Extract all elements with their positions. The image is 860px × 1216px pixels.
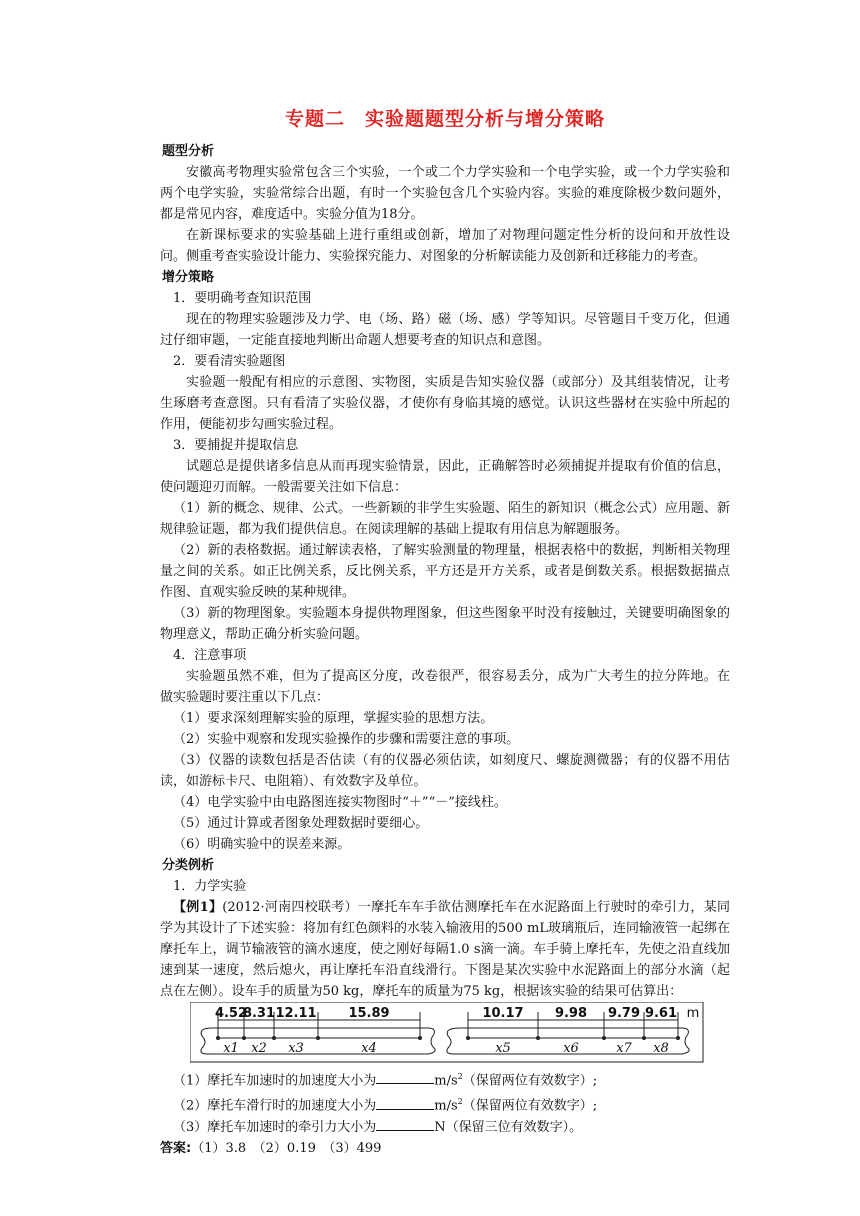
answer-line	[160, 1138, 730, 1159]
water-drop-diagram	[160, 1002, 730, 1066]
list-item: （3）新的物理图象。实验题本身提供物理图象，但这些图象平时没有接触过，关键要明确图象的物理意义，帮助正确分析实验问题。	[160, 606, 730, 642]
subheading: 1．力学实验	[173, 879, 247, 894]
paragraph: 试题总是提供诸多信息从而再现实验情景，因此，正确解答时必须捕捉并提取有价值的信息，使问题迎刃而解。一般需要关注如下信息：	[160, 459, 730, 495]
answer-blank	[376, 1070, 434, 1084]
list-item: （2）新的表格数据。通过解读表格，了解实验测量的物理量，根据表格中的数据，判断相关物理量之间的关系。如正比例关系，反比例关系，平方还是开方关系，或者是倒数关系。根据数据描点作图、直观实验反映的某种规律。	[160, 543, 730, 600]
section-heading-analysis: 题型分析	[162, 144, 215, 159]
section-heading-strategy: 增分策略	[162, 270, 215, 285]
list-item: （2）实验中观察和发现实验操作的步骤和需要注意的事项。	[173, 732, 520, 747]
example-paragraph	[160, 897, 730, 1002]
document-page	[160, 104, 730, 1159]
distance-label: 8.31	[242, 1006, 276, 1021]
list-item: （4）电学实验中由电路图连接实物图时“＋”“－”接线柱。	[173, 795, 507, 810]
list-item: （6）明确实验中的误差来源。	[173, 837, 351, 852]
answer-label: 答案:	[160, 1140, 192, 1156]
paragraph: 安徽高考物理实验常包含三个实验，一个或二个力学实验和一个电学实验，或一个力学实验和两个电学实验，实验常综合出题，有时一个实验包含几个实验内容。实验的难度除极少数问题外，都是常见内容，难度适中。实验分值为18分。	[160, 165, 730, 222]
distance-label: 12.11	[275, 1006, 317, 1021]
answer-blank	[376, 1117, 434, 1131]
section-heading-examples: 分类例析	[162, 858, 215, 873]
distance-label: 4.52	[214, 1006, 248, 1021]
list-item: （1）新的概念、规律、公式。一些新颖的非学生实验题、陌生的新知识（概念公式）应用题、新规律验证题，都为我们提供信息。在阅读理解的基础上提取有用信息为解题服务。	[160, 501, 730, 537]
distance-label: 9.61	[644, 1006, 678, 1021]
subheading: 3．要捕捉并提取信息	[173, 438, 299, 453]
page-title: 专题二 实验题题型分析与增分策略	[284, 108, 605, 130]
segment-label: x6	[563, 1041, 579, 1056]
question-1: （1）摩托车加速时的加速度大小为 $m/s^2$（保留两位有效数字）;	[173, 1072, 598, 1089]
list-item: （5）通过计算或者图象处理数据时要细心。	[173, 816, 429, 831]
distance-label: 10.17	[482, 1006, 524, 1021]
answer-text: （1）3.8 （2）0.19 （3）499	[191, 1140, 382, 1156]
subheading: 2．要看清实验题图	[173, 354, 286, 369]
subheading: 1．要明确考查知识范围	[173, 291, 312, 306]
answer-blank	[376, 1096, 434, 1110]
segment-label: x8	[653, 1041, 669, 1056]
segment-label: x4	[361, 1041, 377, 1056]
segment-label: x2	[251, 1041, 267, 1056]
segment-label: x1	[223, 1041, 239, 1056]
example-label: 【例1】	[173, 900, 223, 915]
subheading: 4．注意事项	[173, 648, 247, 663]
segment-label: x3	[288, 1041, 304, 1056]
distance-label: 9.98	[554, 1006, 588, 1021]
segment-label: x7	[616, 1041, 632, 1056]
question-2: （2）摩托车滑行时的加速度大小为 $m/s^2$（保留两位有效数字）;	[173, 1097, 598, 1114]
paragraph: 现在的物理实验题涉及力学、电（场、路）磁（场、感）学等知识。尽管题目千变万化，但通过仔细审题，一定能直接地判断出命题人想要考查的知识点和意图。	[160, 312, 730, 348]
unit-label: m	[686, 1006, 700, 1021]
paragraph: 实验题虽然不难，但为了提高区分度，改卷很严，很容易丢分，成为广大考生的拉分阵地。在做实验题时要注重以下几点：	[160, 669, 730, 705]
list-item: （3）仪器的读数包括是否估读（有的仪器必须估读，如刻度尺、螺旋测微器；有的仪器不用估读，如游标卡尺、电阻箱）、有效数字及单位。	[160, 753, 730, 789]
distance-label: 9.79	[607, 1006, 641, 1021]
list-item: （1）要求深刻理解实验的原理，掌握实验的思想方法。	[173, 711, 494, 726]
paragraph: 实验题一般配有相应的示意图、实物图，实质是告知实验仪器（或部分）及其组装情况，让考生琢磨考查意图。只有看清了实验仪器，才使你有身临其境的感觉。认识这些器材在实验中所起的作用，便能初步勾画实验过程。	[160, 375, 730, 432]
segment-label: x5	[495, 1041, 511, 1056]
paragraph: 在新课标要求的实验基础上进行重组或创新，增加了对物理问题定性分析的设问和开放性设问。侧重考查实验设计能力、实验探究能力、对图象的分析解读能力及创新和迁移能力的考查。	[160, 228, 730, 264]
example-text: (2012·河南四校联考）一摩托车车手欲估测摩托车在水泥路面上行驶时的牵引力，某同学为其设计了下述实验：将加有红色颜料的水装入输液用的500 mL玻璃瓶后，连同输液管一起绑在摩托车上，调节输液管的滴水速度，使之刚好每隔1.0 s滴一滴。车手骑上摩托车，先使之沿直线加速到某一速度，然后熄火，再让摩托车沿直线滑行。下图是某次实验中水泥路面上的部分水滴（起点在左侧）。设车手的质量为50 kg，摩托车的质量为75 kg，根据该实验的结果可估算出：	[160, 900, 730, 999]
distance-label: 15.89	[348, 1006, 390, 1021]
question-3: （3）摩托车加速时的牵引力大小为 N（保留三位有效数字）。	[160, 1117, 730, 1138]
